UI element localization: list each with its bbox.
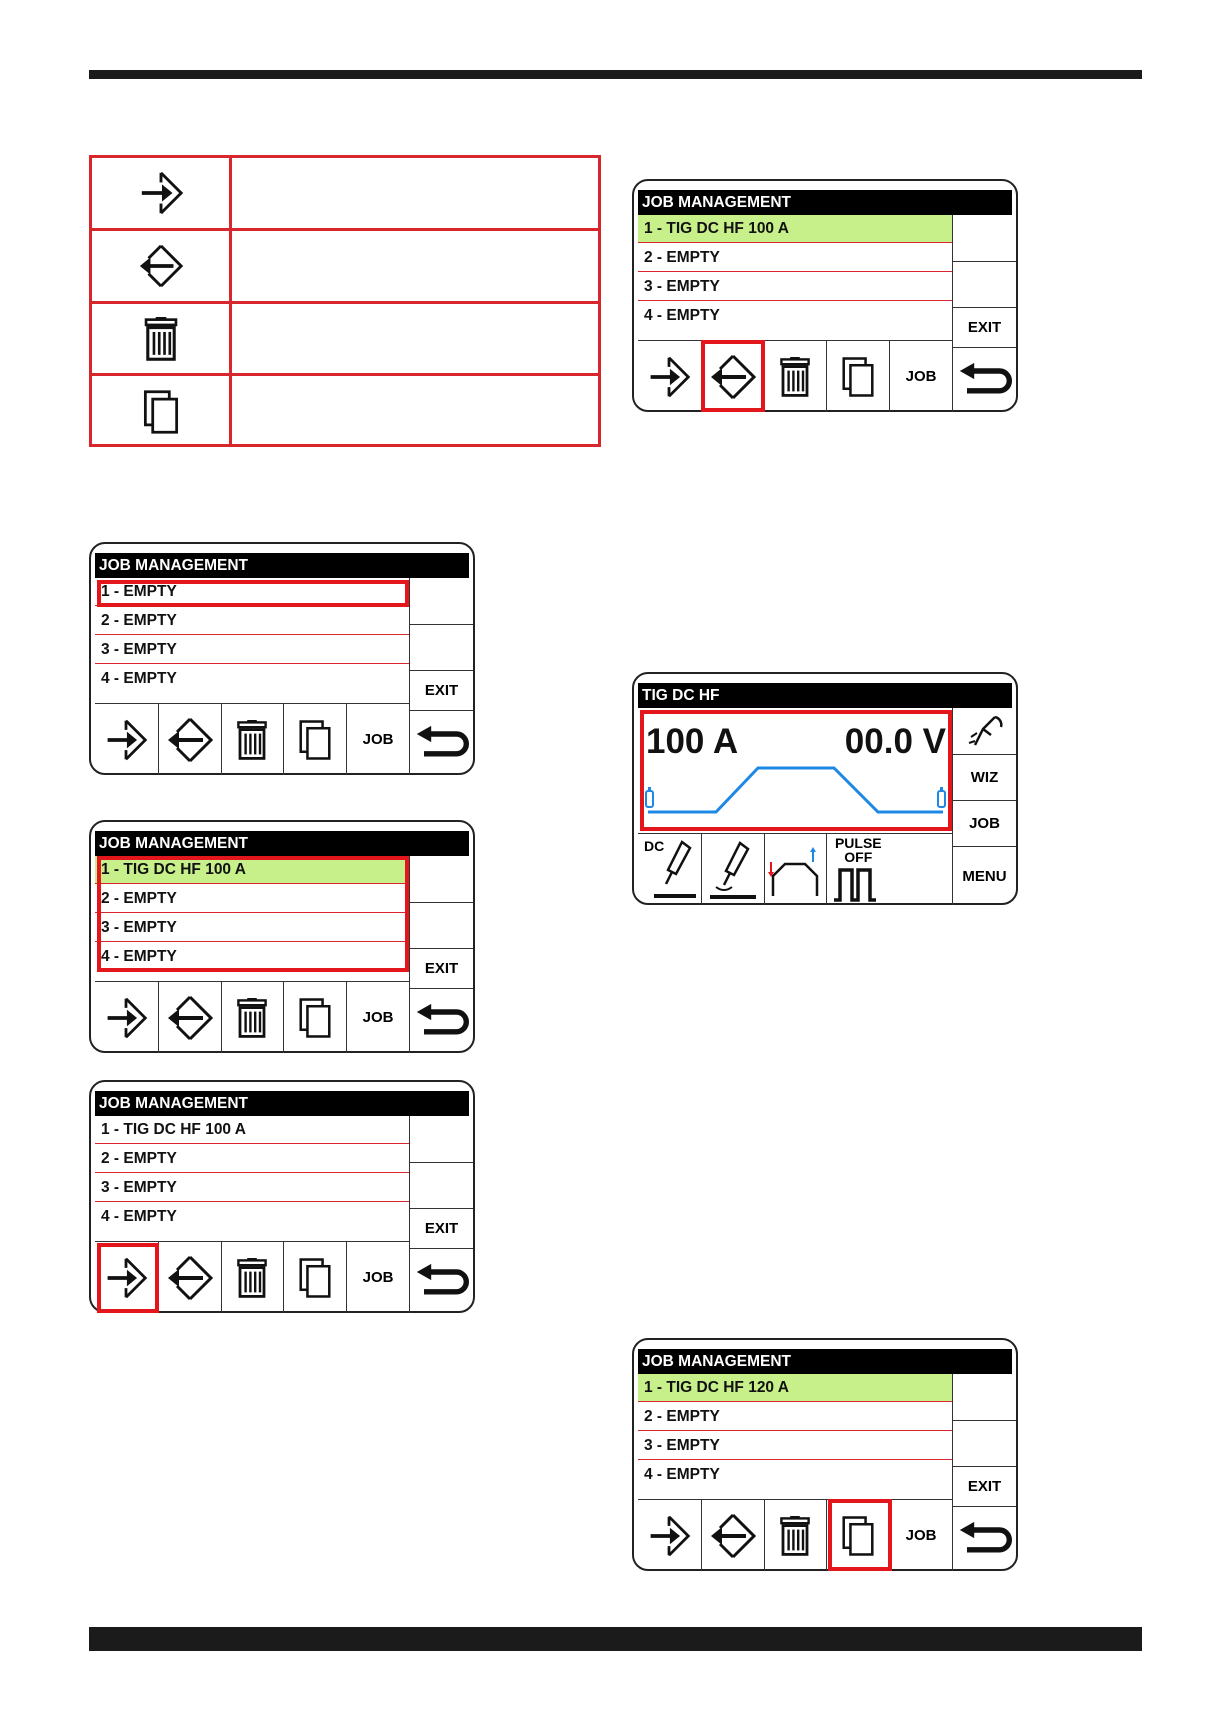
exit-button[interactable] [410, 710, 473, 775]
exit-button[interactable] [953, 347, 1016, 412]
copy-icon [138, 387, 184, 437]
job-label: JOB [905, 1527, 937, 1544]
load-job-button[interactable] [158, 704, 221, 775]
job-button[interactable] [889, 341, 952, 412]
job-slot-1[interactable]: 1 - TIG DC HF 100 A [95, 1116, 409, 1144]
softkey-blank-1[interactable] [410, 624, 473, 670]
job-management-screen-f [632, 1338, 1018, 1571]
job-slot-3[interactable]: 3 - EMPTY [638, 273, 952, 301]
job-button[interactable] [346, 1242, 409, 1313]
current-readout: 100 A [646, 722, 739, 761]
job-slot-4[interactable]: 4 - EMPTY [101, 670, 177, 687]
legend-row-save [92, 158, 598, 228]
job-button[interactable] [346, 704, 409, 775]
copy-icon [294, 1253, 336, 1303]
save-job-button[interactable] [95, 704, 158, 775]
bottom-softkeys [638, 1499, 952, 1571]
job-save-icon [103, 995, 149, 1041]
job-slot-4[interactable]: 4 - EMPTY [644, 307, 720, 324]
dc-label: DC [644, 838, 665, 854]
load-job-button[interactable] [701, 1500, 764, 1571]
job-load-icon [165, 993, 215, 1043]
delete-job-button[interactable] [764, 341, 827, 412]
job-label: JOB [362, 731, 394, 748]
job-slot-3[interactable]: 3 - EMPTY [95, 914, 409, 942]
highlight-slot-1 [97, 580, 409, 607]
exit-label[interactable]: EXIT [410, 670, 473, 710]
torch-icon [965, 711, 1005, 751]
copy-icon [294, 715, 336, 765]
job-label: JOB [362, 1269, 394, 1286]
job-slot-2[interactable]: 2 - EMPTY [638, 244, 952, 272]
bottom-softkeys [95, 703, 409, 775]
bottom-softkeys [638, 340, 952, 412]
torch-button[interactable] [953, 708, 1016, 754]
job-slot-4[interactable]: 4 - EMPTY [644, 1466, 720, 1483]
job-label: JOB [905, 368, 937, 385]
job-load-icon [165, 715, 215, 765]
right-softkeys [409, 856, 473, 1053]
legend-row-delete [92, 301, 598, 373]
copy-job-button[interactable] [283, 704, 346, 775]
pulse-waveform-icon [832, 864, 884, 902]
exit-label[interactable]: EXIT [953, 1466, 1016, 1506]
pulse-button[interactable] [826, 834, 889, 905]
job-slot-1[interactable]: 1 - TIG DC HF 120 A [638, 1374, 952, 1402]
tig-main-screen [632, 672, 1018, 905]
job-management-screen-a [89, 542, 475, 775]
return-icon [958, 1521, 1012, 1557]
save-job-button[interactable] [638, 1500, 701, 1571]
footer-bar [89, 1627, 1142, 1651]
wiz-button[interactable]: WIZ [953, 754, 1016, 800]
job-slot-3[interactable]: 3 - EMPTY [95, 1174, 409, 1202]
job-slot-2[interactable]: 2 - EMPTY [95, 607, 409, 635]
screen-title: JOB MANAGEMENT [95, 831, 469, 856]
highlight-load-button [701, 340, 765, 412]
right-softkeys [952, 708, 1016, 905]
job-slot-4[interactable]: 4 - EMPTY [101, 1208, 177, 1225]
slope-icon [767, 840, 823, 900]
delete-job-button[interactable] [764, 1500, 827, 1571]
trash-icon [232, 995, 272, 1041]
delete-job-button[interactable] [221, 1242, 284, 1313]
trash-icon [775, 1513, 815, 1559]
right-softkeys [952, 1374, 1016, 1571]
tig-torch-icon [652, 838, 698, 900]
menu-button[interactable]: MENU [953, 846, 1016, 905]
job-management-screen-d [632, 179, 1018, 412]
bottom-softkeys [95, 981, 409, 1053]
right-softkeys [409, 578, 473, 775]
return-icon [415, 725, 469, 761]
job-management-screen-c [89, 1080, 475, 1313]
return-icon [415, 1263, 469, 1299]
job-slot-4[interactable]: 4 - EMPTY [101, 948, 177, 965]
save-job-button[interactable] [95, 982, 158, 1053]
copy-icon [837, 352, 879, 402]
screen-title: TIG DC HF [638, 683, 1012, 708]
dc-mode-button[interactable] [638, 834, 701, 905]
job-save-icon [646, 1513, 692, 1559]
copy-job-button[interactable] [283, 1242, 346, 1313]
copy-icon [294, 993, 336, 1043]
load-job-button[interactable] [158, 982, 221, 1053]
voltage-readout: 00.0 V [844, 722, 946, 761]
save-job-button[interactable] [638, 341, 701, 412]
softkey-blank-1[interactable] [410, 1162, 473, 1208]
delete-job-button[interactable] [221, 982, 284, 1053]
job-save-icon [103, 717, 149, 763]
job-slot-3[interactable]: 3 - EMPTY [638, 1432, 952, 1460]
job-label: JOB [362, 1009, 394, 1026]
job-save-icon [646, 354, 692, 400]
job-management-screen-b [89, 820, 475, 1053]
screen-title: JOB MANAGEMENT [95, 1091, 469, 1116]
highlight-job-list [97, 856, 409, 972]
highlight-save-button [97, 1243, 159, 1313]
trash-icon [139, 315, 183, 363]
header-bar [89, 70, 1142, 79]
icon-legend-table [89, 155, 601, 447]
job-button[interactable]: JOB [953, 800, 1016, 846]
trash-icon [232, 1255, 272, 1301]
job-button[interactable] [889, 1500, 952, 1571]
exit-label[interactable]: EXIT [953, 307, 1016, 347]
hf-start-button[interactable] [701, 834, 764, 905]
right-softkeys [409, 1116, 473, 1313]
legend-row-load [92, 228, 598, 301]
return-icon [958, 362, 1012, 398]
copy-job-button[interactable] [826, 341, 889, 412]
exit-label[interactable]: EXIT [410, 948, 473, 988]
exit-label[interactable]: EXIT [410, 1208, 473, 1248]
exit-button[interactable] [410, 988, 473, 1053]
job-slot-2[interactable]: 2 - EMPTY [95, 1145, 409, 1173]
job-slot-1[interactable]: 1 - EMPTY [95, 578, 409, 606]
highlight-copy-button [828, 1499, 892, 1571]
pulse-state-label: OFF [844, 849, 873, 865]
copy-job-button[interactable] [283, 982, 346, 1053]
load-job-button[interactable] [158, 1242, 221, 1313]
job-slot-2[interactable]: 2 - EMPTY [95, 885, 409, 913]
trash-icon [232, 717, 272, 763]
job-load-icon [165, 1253, 215, 1303]
screen-title: JOB MANAGEMENT [638, 190, 1012, 215]
screen-title: JOB MANAGEMENT [95, 553, 469, 578]
bottom-softkeys [638, 833, 952, 905]
exit-button[interactable] [410, 1248, 473, 1313]
slope-button[interactable] [764, 834, 827, 905]
job-load-icon [708, 1511, 758, 1561]
softkey-blank-1[interactable] [953, 261, 1016, 307]
highlight-parameter-display [640, 710, 952, 831]
job-save-icon [137, 169, 185, 217]
trash-icon [775, 354, 815, 400]
delete-job-button[interactable] [221, 704, 284, 775]
screen-title: JOB MANAGEMENT [638, 1349, 1012, 1374]
softkey-blank-1[interactable] [410, 902, 473, 948]
job-slot-3[interactable]: 3 - EMPTY [95, 636, 409, 664]
right-softkeys [952, 215, 1016, 412]
job-slot-1[interactable]: 1 - TIG DC HF 100 A [95, 856, 409, 884]
softkey-blank-1[interactable] [953, 1420, 1016, 1466]
job-slot-1[interactable]: 1 - TIG DC HF 100 A [638, 215, 952, 243]
job-slot-2[interactable]: 2 - EMPTY [638, 1403, 952, 1431]
return-icon [415, 1003, 469, 1039]
job-load-icon [137, 242, 185, 290]
exit-button[interactable] [953, 1506, 1016, 1571]
hf-torch-icon [706, 839, 760, 901]
legend-row-copy [92, 373, 598, 447]
job-button[interactable] [346, 982, 409, 1053]
pulse-label: PULSE [834, 835, 882, 851]
